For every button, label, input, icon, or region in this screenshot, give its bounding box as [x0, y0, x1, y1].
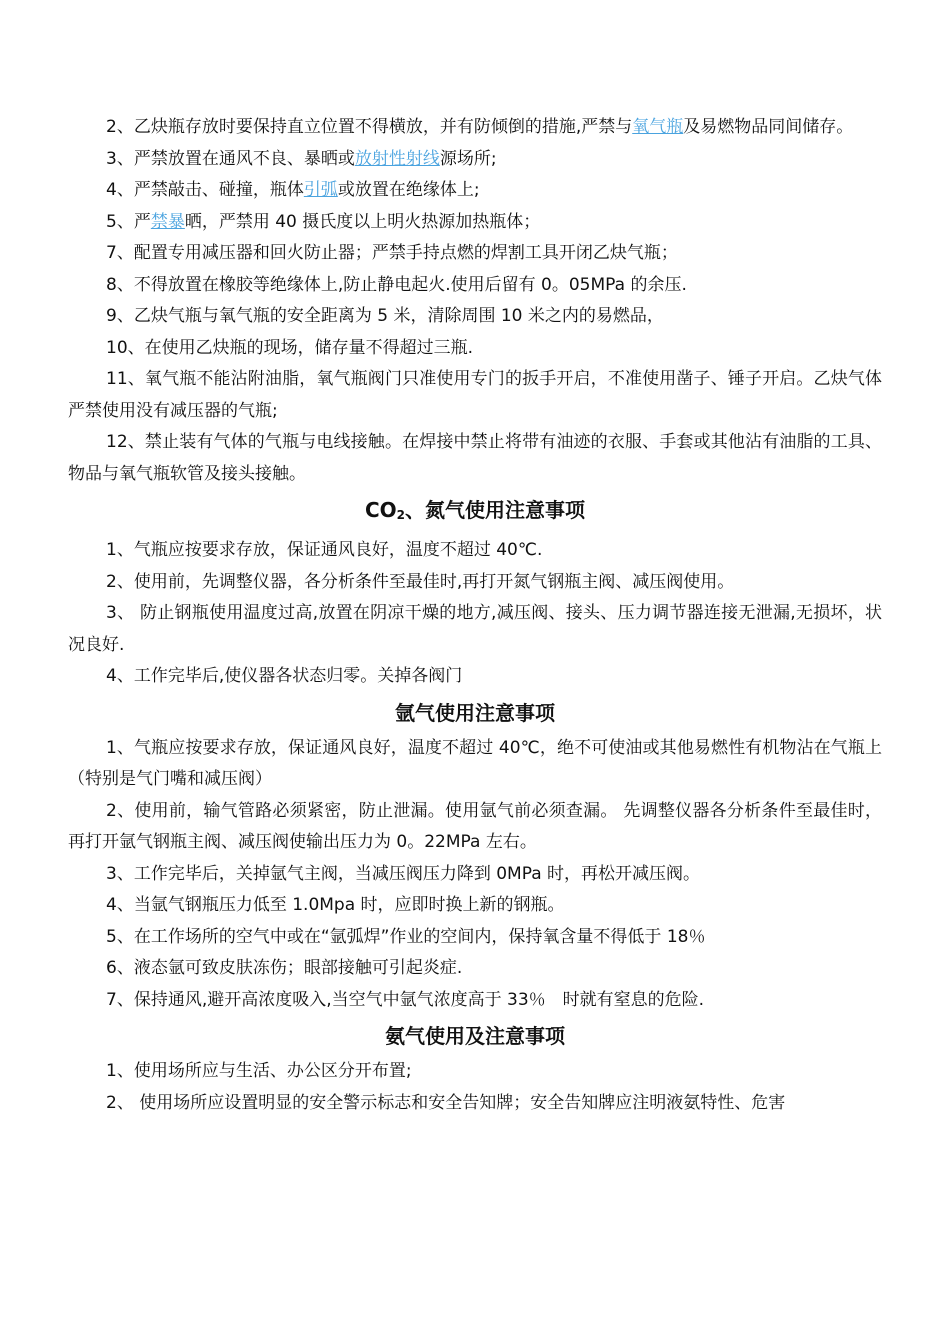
text-run: 及易燃物品同间储存。 [683, 117, 854, 137]
paragraph-item-3 [68, 144, 882, 176]
paragraph-item-10: 10、在使用乙炔瓶的现场，储存量不得超过三瓶. [106, 337, 474, 358]
paragraph-item-5 [68, 207, 882, 239]
paragraph-item-9: 9、乙炔气瓶与氧气瓶的安全距离为 5 米，清除周围 10 米之内的易燃品， [106, 306, 664, 326]
paragraph-item: 4、当氩气钢瓶压力低至 1.0Mpa 时，应即时换上新的钢瓶。 [106, 895, 565, 915]
text-run: 源场所; [439, 148, 497, 169]
paragraph-item: 1、气瓶应按要求存放，保证通风良好，温度不超过 40℃，绝不可使油或其他易燃性有机物沾在气瓶上（特别是气门嘴和减压阀） [68, 737, 882, 789]
paragraph-item-12: 12、禁止装有气体的气瓶与电线接触。在焊接中禁止将带有油迹的衣服、手套或其他沾有油脂的工具、物品与氧气瓶软管及接头接触。 [68, 432, 882, 484]
heading-text: 、氮气使用注意事项 [405, 498, 586, 522]
paragraph-item: 3、 防止钢瓶使用温度过高,放置在阴凉干燥的地方,减压阀、接头、压力调节器连接无泄漏,无损坏，状况良好. [68, 603, 882, 655]
paragraph-item: 1、使用场所应与生活、办公区分开布置; [106, 1061, 412, 1081]
link-oxygen-cylinder[interactable]: 氧气瓶 [632, 117, 684, 137]
text-run: 晒，严禁用 40 摄氏度以上明火热源加热瓶体； [184, 211, 541, 232]
paragraph-item: 2、 使用场所应设置明显的安全警示标志和安全告知牌；安全告知牌应注明液氨特性、危害 [106, 1092, 786, 1113]
text-run: 或放置在绝缘体上; [337, 180, 480, 200]
link-sun-exposure[interactable]: 禁暴 [150, 211, 185, 232]
heading-subscript: 2 [396, 508, 406, 522]
heading-text: CO [364, 498, 397, 522]
link-arc-striking[interactable]: 引弧 [303, 180, 338, 200]
paragraph-item: 7、保持通风,避开高浓度吸入,当空气中氩气浓度高于 33％ 时就有窒息的危险. [106, 989, 705, 1010]
paragraph-item-8: 8、不得放置在橡胶等绝缘体上,防止静电起火.使用后留有 0。05MPa 的余压. [106, 274, 687, 295]
paragraph-item: 2、使用前，先调整仪器，各分析条件至最佳时,再打开氮气钢瓶主阀、减压阀使用。 [106, 571, 735, 592]
paragraph-item-7: 7、配置专用减压器和回火防止器；严禁手持点燃的焊割工具开闭乙炔气瓶； [106, 243, 678, 263]
paragraph-item: 4、工作完毕后,使仪器各状态归零。关掉各阀门 [106, 666, 463, 686]
link-radioactive-rays[interactable]: 放射性射线 [354, 148, 440, 169]
paragraph-item-4 [68, 175, 882, 207]
text-run: 3、严禁放置在通风不良、暴晒或 [106, 148, 355, 169]
paragraph-item-2 [68, 112, 882, 144]
text-run: 4、严禁敲击、碰撞，瓶体 [106, 180, 304, 200]
paragraph-item: 2、使用前，输气管路必须紧密，防止泄漏。使用氩气前必须查漏。 先调整仪器各分析条件至最佳时，再打开氩气钢瓶主阀、减压阀使输出压力为 0。22MPa 左右。 [68, 800, 882, 852]
text-run: 2、乙炔瓶存放时要保持直立位置不得横放，并有防倾倒的措施,严禁与 [106, 117, 633, 137]
document-content [68, 112, 882, 1119]
section-heading-co2-nitrogen [68, 490, 882, 535]
paragraph-item: 1、气瓶应按要求存放，保证通风良好，温度不超过 40℃. [106, 540, 543, 560]
section-heading-ammonia: 氨气使用及注意事项 [385, 1024, 565, 1048]
paragraph-item: 6、液态氩可致皮肤冻伤；眼部接触可引起炎症. [106, 958, 463, 978]
paragraph-item: 3、工作完毕后，关掉氩气主阀，当减压阀压力降到 0MPa 时，再松开减压阀。 [106, 863, 701, 884]
section-heading-argon: 氩气使用注意事项 [395, 700, 555, 725]
paragraph-item: 5、在工作场所的空气中或在“氩弧焊”作业的空间内，保持氧含量不得低于 18％ [106, 926, 706, 947]
paragraph-item-11: 11、氧气瓶不能沾附油脂，氧气瓶阀门只准使用专门的扳手开启，不准使用凿子、锤子开启。乙炔气体严禁使用没有减压器的气瓶; [68, 369, 882, 421]
text-run: 5、严 [106, 211, 151, 232]
